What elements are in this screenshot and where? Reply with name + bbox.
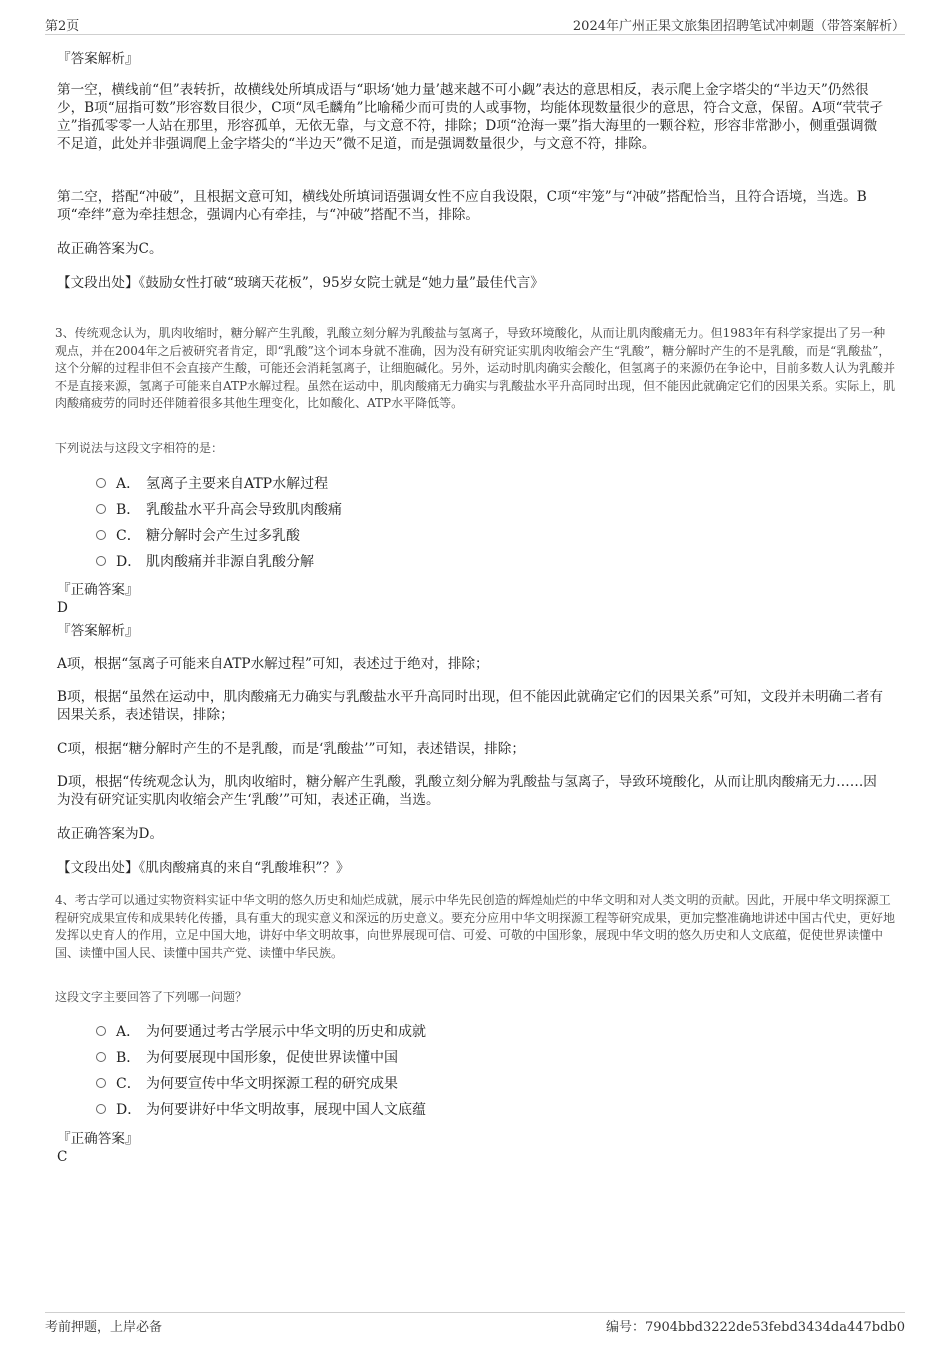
question-4-prompt: 这段文字主要回答了下列哪一问题？ <box>55 990 248 1004</box>
analysis-item-b: B项，根据“虽然在运动中，肌肉酸痛无力确实与乳酸盐水平升高同时出现，但不能因此就确定它们的因果关系”可知，文段并未明确二者有因果关系，表述错误，排除； <box>57 689 883 723</box>
answer-label: 『正确答案』 <box>57 582 139 598</box>
q3-option-c[interactable]: C． 糖分解时会产生过多乳酸 <box>96 526 300 546</box>
radio-icon[interactable] <box>96 1104 106 1114</box>
correct-answer: D <box>57 600 68 616</box>
q3-option-b[interactable]: B． 乳酸盐水平升高会导致肌肉酸痛 <box>96 500 342 520</box>
analysis-item-c: C项，根据“糖分解时产生的不是乳酸，而是‘乳酸盐’”可知，表述错误，排除； <box>57 741 525 757</box>
source-citation: 【文段出处】《鼓励女性打破“玻璃天花板”，95岁女院士就是“她力量”最佳代言》 <box>57 275 544 291</box>
answer-label: 『正确答案』 <box>57 1131 139 1147</box>
radio-icon[interactable] <box>96 1078 106 1088</box>
analysis-item-d: D项，根据“传统观念认为，肌肉收缩时，糖分解产生乳酸，乳酸立刻分解为乳酸盐与氢离子，导致环境酸化，从而让肌肉酸痛无力……因为没有研究证实肌肉收缩会产生‘乳酸’”可知，表述正确，当选。 <box>57 774 877 808</box>
source-citation: 【文段出处】《肌肉酸痛真的来自“乳酸堆积”？》 <box>57 860 350 876</box>
radio-icon[interactable] <box>96 1026 106 1036</box>
analysis-item-a: A项，根据“氢离子可能来自ATP水解过程”可知，表述过于绝对，排除； <box>57 656 489 672</box>
radio-icon[interactable] <box>96 1052 106 1062</box>
radio-icon[interactable] <box>96 556 106 566</box>
question-3-prompt: 下列说法与这段文字相符的是： <box>55 441 224 455</box>
page-header <box>45 12 905 35</box>
document-id: 编号：7904bbd3222de53febd3434da447bdb0 <box>605 1320 905 1335</box>
page-footer <box>45 1312 905 1335</box>
analysis-paragraph-1: 第一空，横线前“但”表转折，故横线处所填成语与“职场‘她力量’越来越不可小觑”表达的意思相反，表示爬上金字塔尖的“半边天”仍然很少，B项“屈指可数”形容数目很少，C项“凤毛麟角”比喻稀少而可贵的人或事物，均能体现数量很少的意思，符合文意，保留。A项“茕茕孑立”指孤零零一人站在那里，形容孤单，无依无靠，与文意不符，排除；D项“沧海一粟”指大海里的一颗谷粒，形容非常渺小，侧重强调微不足道，此处并非强调爬上金字塔尖的“半边天”微不足道，而是强调数量很少，与文意不符，排除。 <box>57 82 884 152</box>
q4-option-d[interactable]: D． 为何要讲好中华文明故事，展现中国人文底蕴 <box>96 1100 426 1120</box>
analysis-conclusion: 故正确答案为D。 <box>57 826 164 842</box>
analysis-label: 『答案解析』 <box>57 623 139 639</box>
radio-icon[interactable] <box>96 478 106 488</box>
q3-option-d[interactable]: D． 肌肉酸痛并非源自乳酸分解 <box>96 552 314 572</box>
footer-slogan: 考前押题，上岸必备 <box>45 1320 163 1335</box>
question-4-text: 4、考古学可以通过实物资料实证中华文明的悠久历史和灿烂成就，展示中华先民创造的辉煌灿烂的中华文明和对人类文明的贡献。因此，开展中华文明探源工程研究成果宣传和成果转化传播，具有重大的现实意义和深远的历史意义。要充分应用中华文明探源工程等研究成果，更加完整准确地讲述中国古代史，更好地发挥以史育人的作用，立足中国大地，讲好中华文明故事，向世界展现可信、可爱、可敬的中国形象，展现中华文明的悠久历史和人文底蕴，促使世界读懂中国、读懂中国人民、读懂中国共产党、读懂中华民族。 <box>55 893 896 960</box>
q4-option-a[interactable]: A． 为何要通过考古学展示中华文明的历史和成就 <box>96 1022 426 1042</box>
document-title: 2024年广州正果文旅集团招聘笔试冲刺题（带答案解析） <box>572 19 905 34</box>
page-number: 第2页 <box>45 19 80 34</box>
analysis-conclusion: 故正确答案为C。 <box>57 241 163 257</box>
radio-icon[interactable] <box>96 530 106 540</box>
radio-icon[interactable] <box>96 504 106 514</box>
analysis-paragraph-2: 第二空，搭配“冲破”，且根据文意可知，横线处所填词语强调女性不应自我设限，C项“牢笼”与“冲破”搭配恰当，且符合语境，当选。B项“牵绊”意为牵挂想念，强调内心有牵挂，与“冲破”搭配不当，排除。 <box>57 189 867 223</box>
q4-option-c[interactable]: C． 为何要宣传中华文明探源工程的研究成果 <box>96 1074 398 1094</box>
correct-answer: C <box>57 1149 68 1165</box>
q4-option-b[interactable]: B． 为何要展现中国形象，促使世界读懂中国 <box>96 1048 398 1068</box>
question-3-text: 3、传统观念认为，肌肉收缩时，糖分解产生乳酸，乳酸立刻分解为乳酸盐与氢离子，导致环境酸化，从而让肌肉酸痛无力。但1983年有科学家提出了另一种观点，并在2004年之后被研究者肯定，即“乳酸”这个词本身就不准确，因为没有研究证实肌肉收缩会产生“乳酸”，糖分解时产生的不是乳酸，而是“乳酸盐”，这个分解的过程非但不会直接产生酸，可能还会消耗氢离子，让细胞碱化。另外，运动时肌肉确实会酸化，但氢离子的来源仍在争论中，目前多数人认为乳酸并不是直接来源，氢离子可能来自ATP水解过程。虽然在运动中，肌肉酸痛无力确实与乳酸盐水平升高同时出现，但不能因此就确定它们的因果关系。实际上，肌肉酸痛疲劳的同时还伴随着很多其他生理变化，比如酸化、ATP水平降低等。 <box>55 326 896 410</box>
q3-option-a[interactable]: A． 氢离子主要来自ATP水解过程 <box>96 474 328 494</box>
analysis-label: 『答案解析』 <box>57 51 139 67</box>
